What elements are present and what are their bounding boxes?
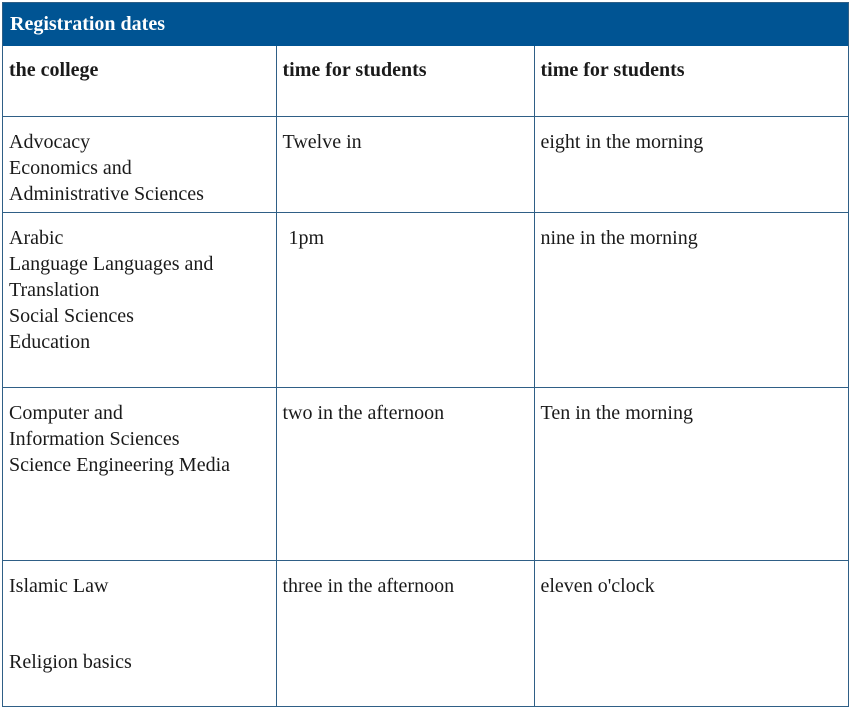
college-line: Arabic: [9, 226, 64, 249]
header-college: the college: [3, 46, 276, 116]
college-line: Religion basics: [9, 650, 132, 673]
college-line: Education: [9, 330, 91, 353]
registration-table: [3, 46, 848, 707]
college-cell: [3, 212, 276, 387]
college-line: Computer and: [9, 401, 123, 424]
college-line: Translation: [9, 278, 100, 301]
college-cell: [3, 560, 276, 707]
college-line: Administrative Sciences: [9, 182, 204, 205]
college-cell: [3, 387, 276, 560]
college-line: Social Sciences: [9, 304, 134, 327]
college-line: Information Sciences: [9, 427, 180, 450]
time-value: 1pm: [288, 226, 325, 249]
college-line: Islamic Law: [9, 574, 109, 597]
time-cell-1: [276, 212, 534, 387]
table-row: [3, 387, 848, 560]
time-cell-2: Ten in the morning: [534, 387, 848, 560]
header-time-for-students-1: time for students: [276, 46, 534, 116]
college-line: Science Engineering Media: [9, 453, 231, 476]
time-cell-2: nine in the morning: [534, 212, 848, 387]
table-row: [3, 212, 848, 387]
header-time-for-students-2: time for students: [534, 46, 848, 116]
college-cell: [3, 116, 276, 212]
registration-dates-table-frame: [2, 2, 849, 707]
college-line: Language Languages and: [9, 252, 214, 275]
table-header-row: [3, 46, 848, 116]
table-title: Registration dates: [3, 3, 848, 46]
table-row: [3, 560, 848, 707]
time-cell-1: two in the afternoon: [276, 387, 534, 560]
time-cell-1: Twelve in: [276, 116, 534, 212]
time-cell-2: eleven o'clock: [534, 560, 848, 707]
time-cell-1: three in the afternoon: [276, 560, 534, 707]
table-row: [3, 116, 848, 212]
blank-line: [9, 599, 270, 649]
time-cell-2: eight in the morning: [534, 116, 848, 212]
college-line: Advocacy: [9, 130, 91, 153]
college-line: Economics and: [9, 156, 132, 179]
